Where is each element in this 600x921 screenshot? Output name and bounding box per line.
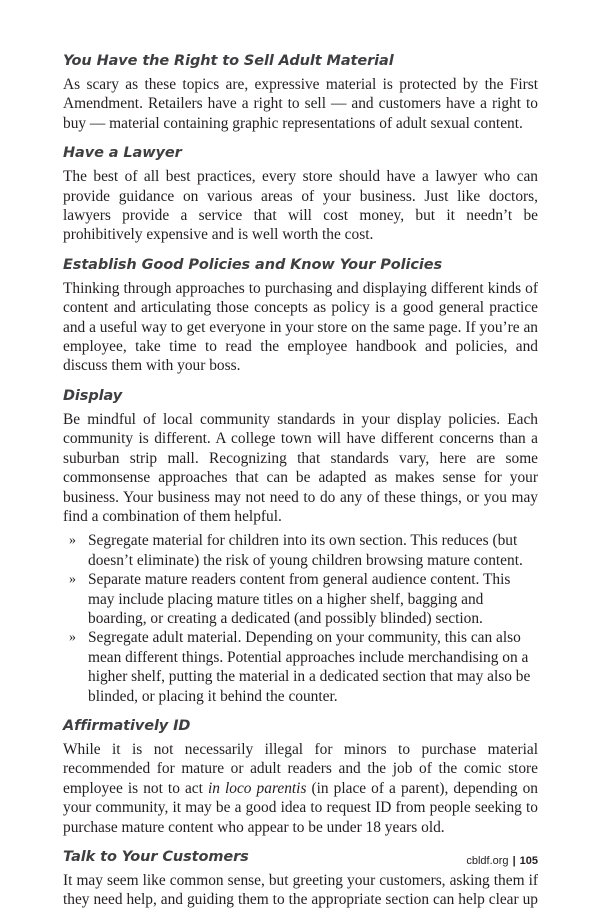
section-body: Thinking through approaches to purchasing and displaying different kinds of content and articulating those concepts as policy is a good general practice and a useful way to get everyone in your store on the same page. If you’re an employee, take time to read the employee handbook and policies, and discuss them with your boss. xyxy=(63,279,538,375)
list-item xyxy=(69,628,538,706)
section-policies xyxy=(63,256,538,376)
list-item-text: Segregate adult material. Depending on your community, this can also mean different things. Potential approaches include merchandising on a higher shelf, putting the material in a dedicated section that may also be blinded, or placing it behind the counter. xyxy=(88,629,531,705)
section-body: Be mindful of local community standards in your display policies. Each community is different. A college town will have different concerns than a suburban strip mall. Recognizing that standards vary, here are some commonsense approaches that can be adapted as makes sense for your business. Your business may not need to do any of these things, or you may find a combination of them helpful. xyxy=(63,410,538,525)
section-have-a-lawyer xyxy=(63,144,538,245)
bullet-icon: » xyxy=(69,630,76,646)
bullet-icon: » xyxy=(69,572,76,588)
page-footer xyxy=(466,855,538,867)
section-heading: Establish Good Policies and Know Your Policies xyxy=(63,256,443,273)
section-heading: Affirmatively ID xyxy=(63,717,191,734)
document-page xyxy=(63,52,538,921)
section-body: It may seem like common sense, but greeting your customers, asking them if they need help, and guiding them to the appropriate section can help clear up xyxy=(63,872,538,909)
section-affirmatively-id xyxy=(63,717,538,837)
section-body: The best of all best practices, every store should have a lawyer who can provide guidance on various areas of your business. Just like doctors, lawyers provide a service that will cost money, but it needn’t be prohibitively expensive and is well worth the cost. xyxy=(63,168,538,244)
page-number: 105 xyxy=(519,855,538,867)
section-heading: Talk to Your Customers xyxy=(63,849,249,865)
body-text: While it is not necessarily illegal for minors to purchase material recommended for mature or adult readers and the job of the comic store employee is not to act xyxy=(63,740,538,797)
latin-phrase: in loco parentis xyxy=(207,779,307,797)
section-heading: Display xyxy=(63,387,123,404)
footer-separator: | xyxy=(512,855,516,867)
footer-site: cbldf.org xyxy=(466,855,509,867)
bullet-icon: » xyxy=(69,533,76,549)
body-text: (in place of a parent), depending on your community, it may be a good idea to request ID from people seeking to purchase mature content who appear to be under 18 years old. xyxy=(63,779,538,836)
section-body xyxy=(63,740,538,837)
list-item-text: Segregate material for children into its own section. This reduces (but doesn’t eliminate) the risk of young children browsing mature content. xyxy=(88,532,523,569)
section-display xyxy=(63,387,538,706)
list-item xyxy=(69,531,538,570)
list-item-text: Separate mature readers content from general audience content. This may include placing mature titles on a higher shelf, bagging and boarding, or creating a dedicated (and possibly blinded) section. xyxy=(88,571,511,627)
display-bullet-list xyxy=(63,531,538,706)
section-heading: You Have the Right to Sell Adult Material xyxy=(63,53,394,69)
list-item xyxy=(69,570,538,628)
section-body: As scary as these topics are, expressive material is protected by the First Amendment. Retailers have a right to sell — and customers have a right to buy — material containing graphic representations of adult sexual content. xyxy=(63,76,538,132)
section-right-to-sell xyxy=(63,52,538,133)
section-heading: Have a Lawyer xyxy=(63,145,182,162)
